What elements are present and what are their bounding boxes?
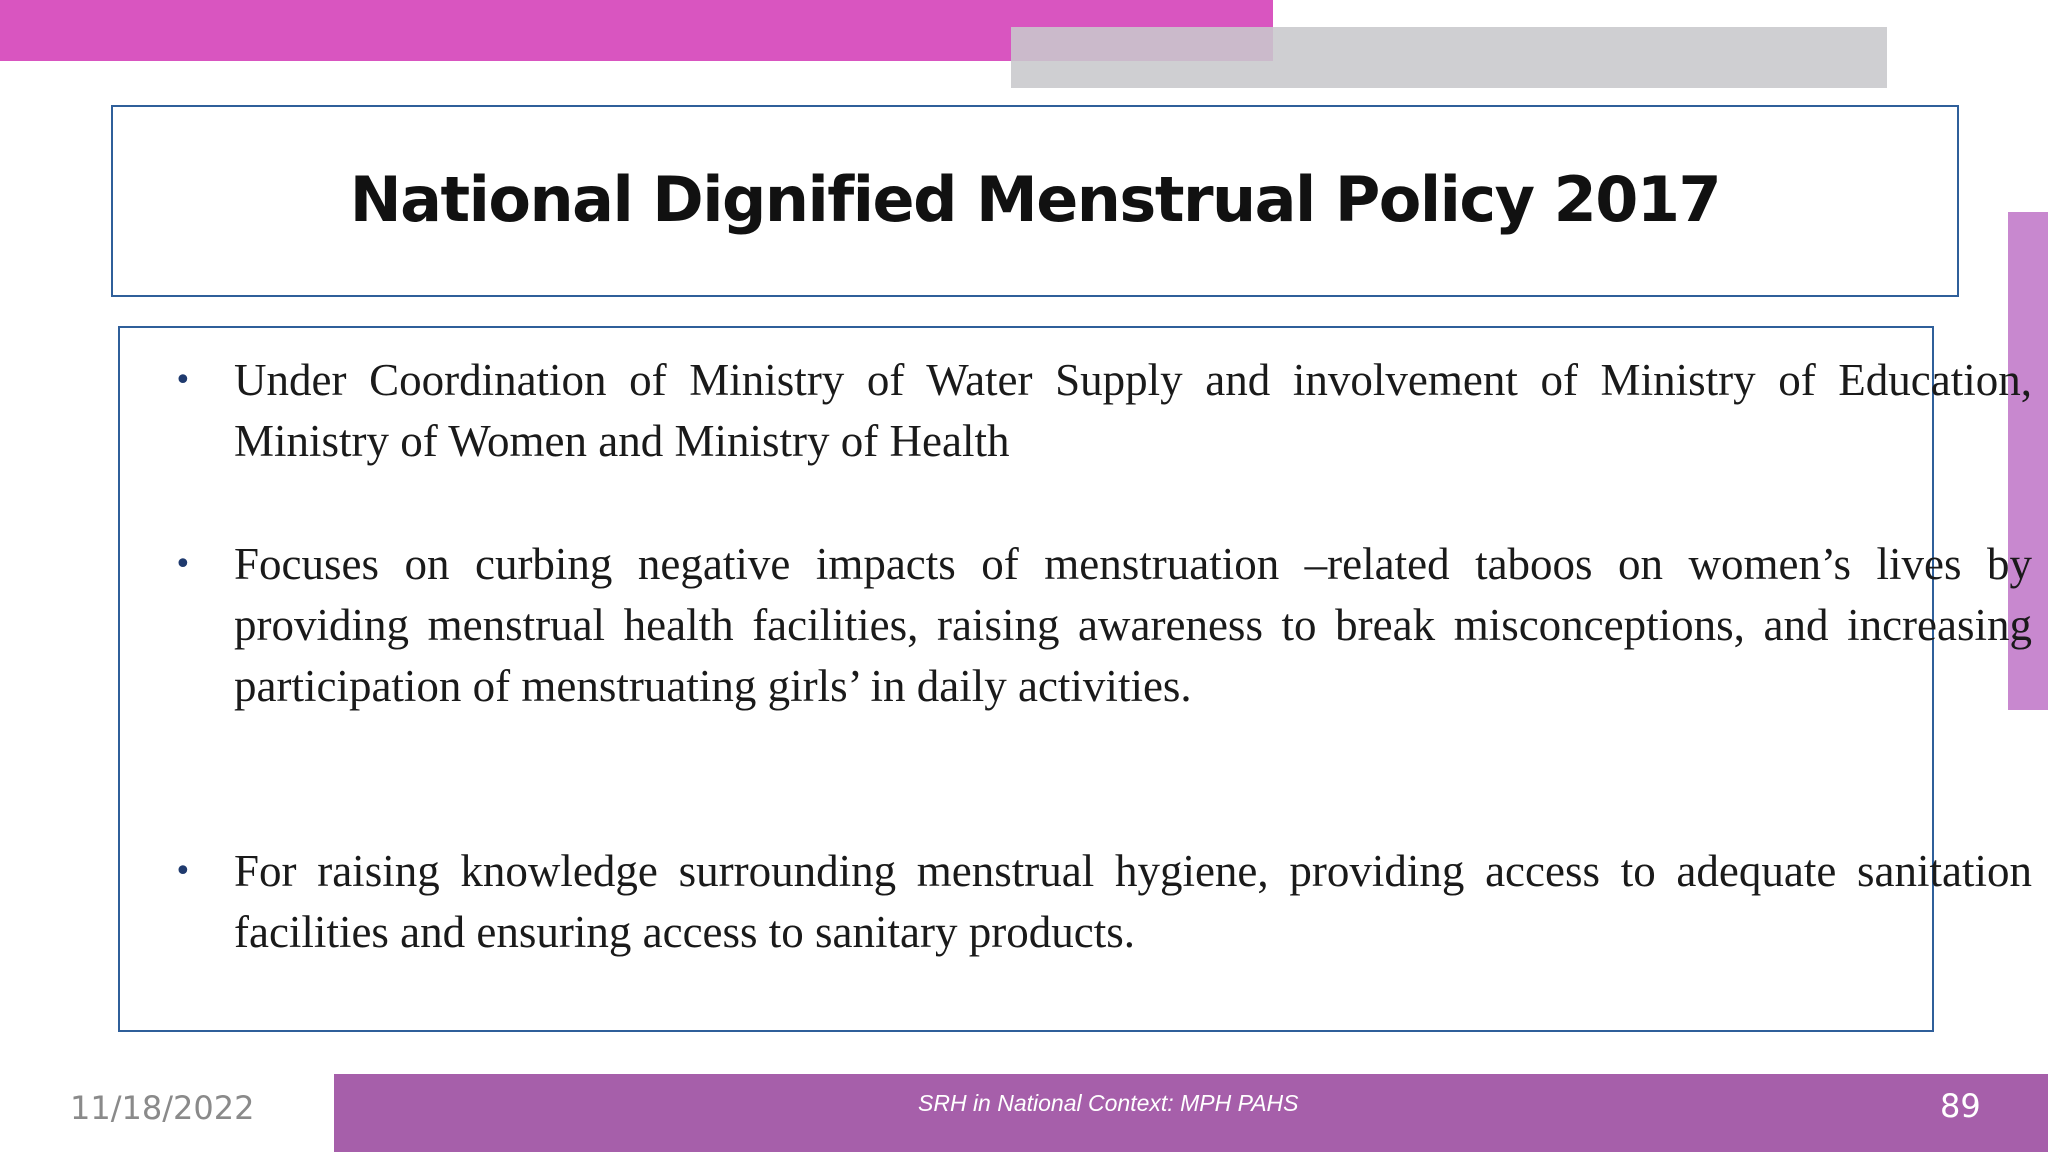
bullet-item: [174, 841, 2032, 963]
bullet-dot-icon: •: [174, 547, 192, 582]
bullet-item: [174, 534, 2032, 717]
footer-caption: SRH in National Context: MPH PAHS: [918, 1090, 1299, 1116]
content-box: [118, 326, 2032, 1032]
bullet-dot-icon: •: [174, 854, 192, 889]
page-number: 89: [1940, 1087, 1981, 1125]
footer-date: 11/18/2022: [70, 1089, 255, 1127]
slide-title: National Dignified Menstrual Policy 2017: [349, 162, 1721, 236]
title-box: [111, 105, 1959, 297]
bullet-text: For raising knowledge surrounding menstrual hygiene, providing access to adequate sanitation facilities and ensuring access to sanitary products.: [234, 846, 2032, 957]
bullet-text: Under Coordination of Ministry of Water Supply and involvement of Ministry of Education, Ministry of Women and Ministry of Health: [234, 355, 2032, 466]
bullet-item: [174, 350, 2032, 472]
decorative-gray-bar: [1011, 27, 1887, 88]
bullet-text: Focuses on curbing negative impacts of menstruation –related taboos on women’s lives by providing menstrual health facilities, raising awareness to break misconceptions, and increasing participation of menstruating girls’ in daily activities.: [234, 539, 2032, 711]
bullet-dot-icon: •: [174, 363, 192, 398]
